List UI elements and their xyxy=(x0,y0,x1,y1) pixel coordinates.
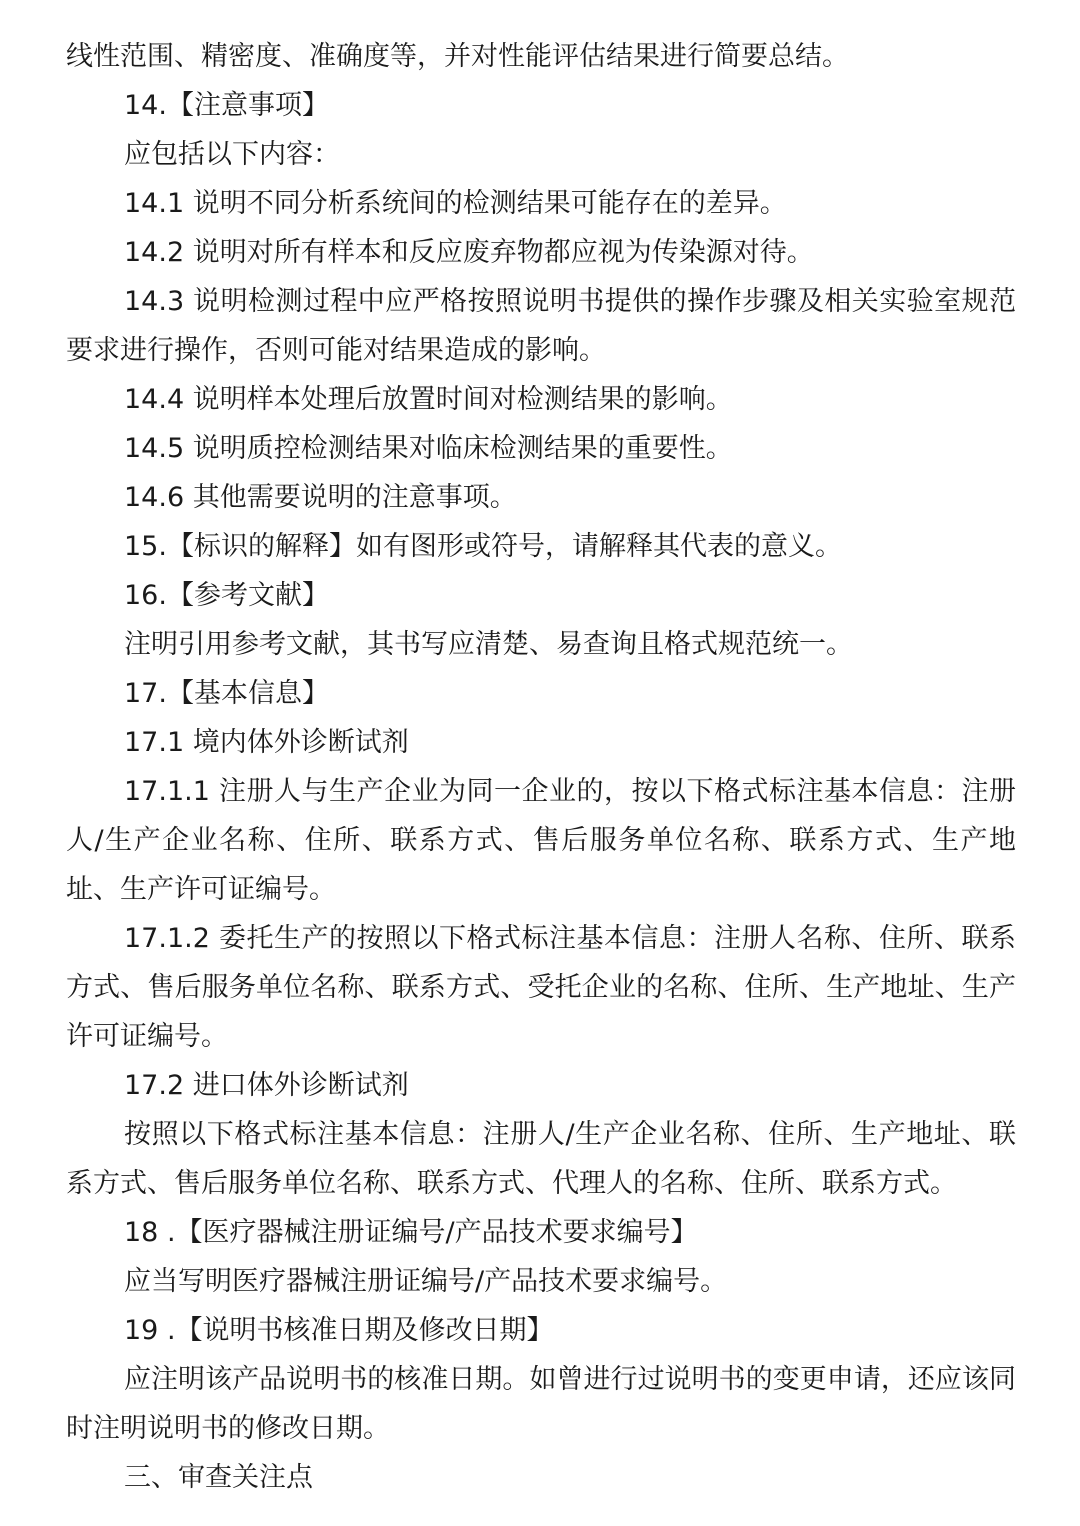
list-item: 14.6 其他需要说明的注意事项。 xyxy=(124,482,517,513)
document-body xyxy=(66,32,1016,1502)
paragraph: 应注明该产品说明书的核准日期。如曾进行过说明书的变更申请，还应该同时注明说明书的修改日期。 xyxy=(66,1364,1016,1444)
section-heading: 三、审查关注点 xyxy=(124,1462,313,1493)
subheading: 17.1 境内体外诊断试剂 xyxy=(124,727,409,758)
subheading: 17.2 进口体外诊断试剂 xyxy=(124,1070,409,1101)
heading-approval-date: 19 .【说明书核准日期及修改日期】 xyxy=(124,1315,554,1346)
list-item: 17.1.2 委托生产的按照以下格式标注基本信息：注册人名称、住所、联系方式、售后服务单位名称、联系方式、受托企业的名称、住所、生产地址、生产许可证编号。 xyxy=(66,923,1016,1052)
list-item: 14.1 说明不同分析系统间的检测结果可能存在的差异。 xyxy=(124,188,787,219)
list-item: 14.5 说明质控检测结果对临床检测结果的重要性。 xyxy=(124,433,733,464)
paragraph-continuation: 线性范围、精密度、准确度等，并对性能评估结果进行简要总结。 xyxy=(66,41,849,72)
heading-precautions: 14.【注意事项】 xyxy=(124,90,329,121)
list-item: 14.3 说明检测过程中应严格按照说明书提供的操作步骤及相关实验室规范要求进行操作，否则可能对结果造成的影响。 xyxy=(66,286,1016,366)
heading-basic-info: 17.【基本信息】 xyxy=(124,678,329,709)
heading-references: 16.【参考文献】 xyxy=(124,580,329,611)
heading-registration-number: 18 .【医疗器械注册证编号/产品技术要求编号】 xyxy=(124,1217,698,1248)
paragraph: 按照以下格式标注基本信息：注册人/生产企业名称、住所、生产地址、联系方式、售后服务单位名称、联系方式、代理人的名称、住所、联系方式。 xyxy=(66,1119,1016,1199)
heading-symbol-explanation: 15.【标识的解释】如有图形或符号，请解释其代表的意义。 xyxy=(124,531,842,562)
paragraph: 应包括以下内容： xyxy=(124,139,340,170)
list-item: 14.4 说明样本处理后放置时间对检测结果的影响。 xyxy=(124,384,733,415)
paragraph: 注明引用参考文献，其书写应清楚、易查询且格式规范统一。 xyxy=(124,629,853,660)
list-item: 14.2 说明对所有样本和反应废弃物都应视为传染源对待。 xyxy=(124,237,814,268)
paragraph: 应当写明医疗器械注册证编号/产品技术要求编号。 xyxy=(124,1266,728,1297)
list-item: 17.1.1 注册人与生产企业为同一企业的，按以下格式标注基本信息：注册人/生产企业名称、住所、联系方式、售后服务单位名称、联系方式、生产地址、生产许可证编号。 xyxy=(66,776,1016,905)
